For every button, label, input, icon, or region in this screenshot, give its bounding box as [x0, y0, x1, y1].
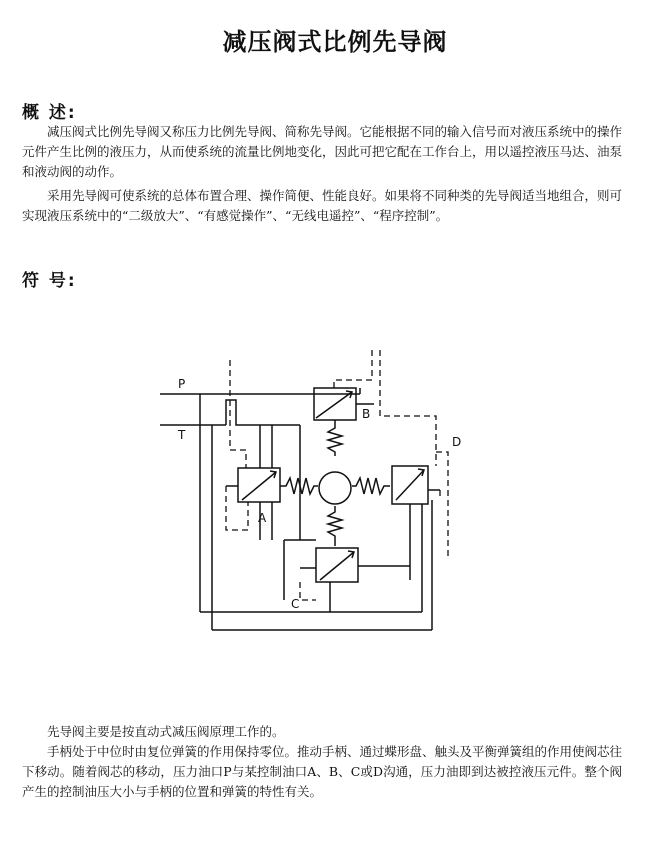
- overview-heading: 概 述:: [22, 103, 77, 123]
- t-line-branch: [226, 400, 300, 425]
- label-b: B: [362, 407, 371, 421]
- label-c: C: [291, 597, 300, 611]
- spring-a: [280, 478, 318, 494]
- label-d: D: [452, 435, 462, 449]
- handle-circle: [319, 472, 351, 504]
- description-paragraph-1: 先导阀主要是按直动式减压阀原理工作的。: [47, 724, 285, 739]
- valve-symbol-diagram: [150, 345, 480, 645]
- label-p: P: [178, 377, 186, 391]
- overview-paragraph-2: 采用先导阀可使系统的总体布置合理、操作简便、性能良好。如果将不同种类的先导阀适当地组合，则可实现液压系统中的“二级放大”、“有感觉操作”、“无线电遥控”、“程序控制”。: [22, 188, 623, 223]
- symbol-heading: 符 号:: [22, 271, 77, 291]
- spring-c: [328, 506, 342, 546]
- label-t: T: [178, 428, 186, 442]
- page-title: 减压阀式比例先导阀: [222, 28, 448, 56]
- spring-b: [328, 420, 342, 456]
- spring-d: [352, 478, 390, 494]
- label-a: A: [258, 511, 267, 525]
- description-paragraph-2: 手柄处于中位时由复位弹簧的作用保持零位。推动手柄、通过蝶形盘、触头及平衡弹簧组的作用使阀芯往下移动。随着阀芯的移动，压力油口P与某控制油口A、B、C或D沟通，压力油即到达被控液压元件。整个阀产生的控制油压大小与手柄的位置和弹簧的特性有关。: [22, 744, 623, 799]
- overview-paragraph-1: 减压阀式比例先导阀又称压力比例先导阀、简称先导阀。它能根据不同的输入信号而对液压系统中的操作元件产生比例的液压力，从而使系统的流量比例地变化，因此可把它配在工作台上，用以遥控液压马达、油泵和液动阀的动作。: [22, 124, 623, 179]
